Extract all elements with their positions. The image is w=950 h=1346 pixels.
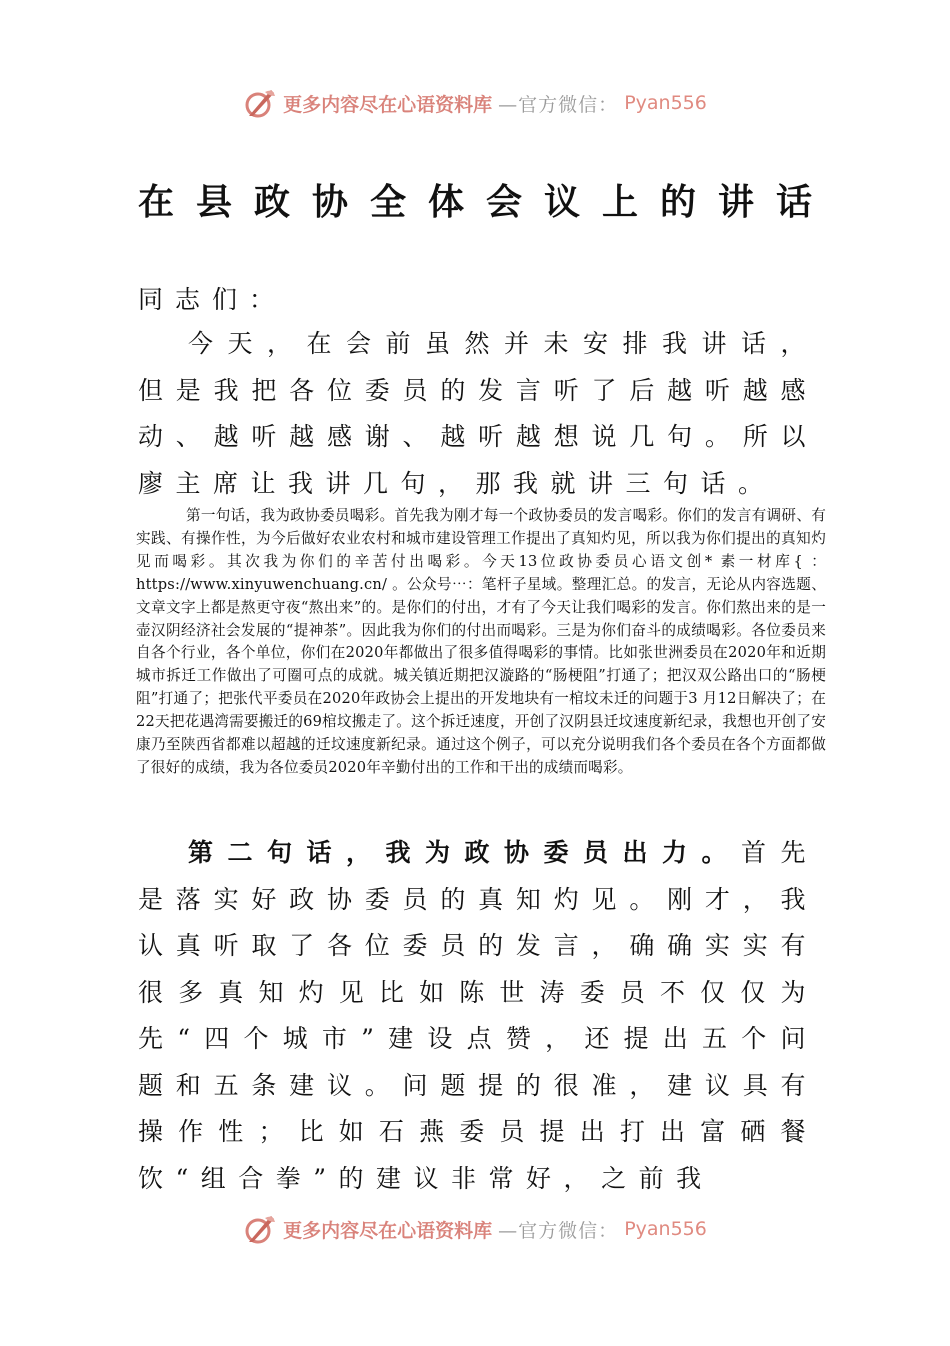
paragraph-3 — [138, 830, 818, 1202]
footer-watermark — [0, 1212, 950, 1246]
banner-dash: —官方微信： — [498, 1219, 619, 1242]
paragraph-3-body: 首先是落实好政协委员的真知灼见。刚才，我认真听取了各位委员的发言，确确实实有很多真知灼见比如陈世涛委员不仅仅为先“四个城市”建设点赞，还提出五个问题和五条建议。问题提的很准，建议具有操作性；比如石燕委员提出打出富硒餐饮“组合拳”的建议非常好，之前我 — [138, 838, 818, 1193]
paragraph-2: 第一句话，我为政协委员喝彩。首先我为刚才每一个政协委员的发言喝彩。你们的发言有调研、有实践、有操作性，为今后做好农业农村和城市建设管理工作提出了真知灼见，所以我为你们提出的真知灼见而喝彩。其次我为你们的辛苦付出喝彩。今天13位政协委员心语文创* 素一材库{ ：https://www.xinyuwenchuang.cn/ 。公众号⋯：笔杆子星域。整理汇总。的发言，无论从内容选题、文章文字上都是熬更守夜“熬出来”的。是你们的付出，才有了今天让我们喝彩的发言。你们熬出来的是一壶汉阴经济社会发展的“提神茶”。因此我为你们的付出而喝彩。三是为你们奋斗的成绩喝彩。各位委员来自各个行业，各个单位，你们在2020年都做出了很多值得喝彩的事情。比如张世洲委员在2020年和近期城市拆迁工作做出了可圈可点的成就。城关镇近期把汉漩路的“肠梗阻”打通了；把汉双公路出口的“肠梗阻”打通了；把张代平委员在2020年政协会上提出的开发地块有一棺坟未迁的问题于3 月12日解决了；在22天把花遇湾需要搬迁的69棺坟搬走了。这个拆迁速度，开创了汉阴县迁坟速度新纪录，我想也开创了安康乃至陕西省都难以超越的迁坟速度新纪录。通过这个例子，可以充分说明我们各个委员在各个方面都做了很好的成绩，我为各位委员2020年辛勤付出的工作和干出的成绩而喝彩。 — [136, 507, 826, 776]
banner-dash: —官方微信： — [498, 93, 619, 116]
header-watermark — [0, 86, 950, 120]
greeting: 同志们： — [138, 285, 287, 314]
banner-wechat: Pyan556 — [624, 92, 707, 114]
banner-brand: 更多内容尽在心语资料库 — [283, 93, 493, 116]
banner-wechat: Pyan556 — [624, 1218, 707, 1240]
quill-logo-icon — [243, 86, 277, 120]
quill-logo-icon — [243, 1212, 277, 1246]
paragraph-3-heading: 第二句话，我为政协委员出力。 — [188, 838, 741, 867]
paragraph-1: 今天，在会前虽然并未安排我讲话，但是我把各位委员的发言听了后越听越感动、越听越感谢、越听越想说几句。所以廖主席让我讲几句，那我就讲三句话。 — [138, 329, 818, 498]
document-title: 在县政协全体会议上的讲话 — [137, 182, 834, 223]
banner-brand: 更多内容尽在心语资料库 — [283, 1219, 493, 1242]
